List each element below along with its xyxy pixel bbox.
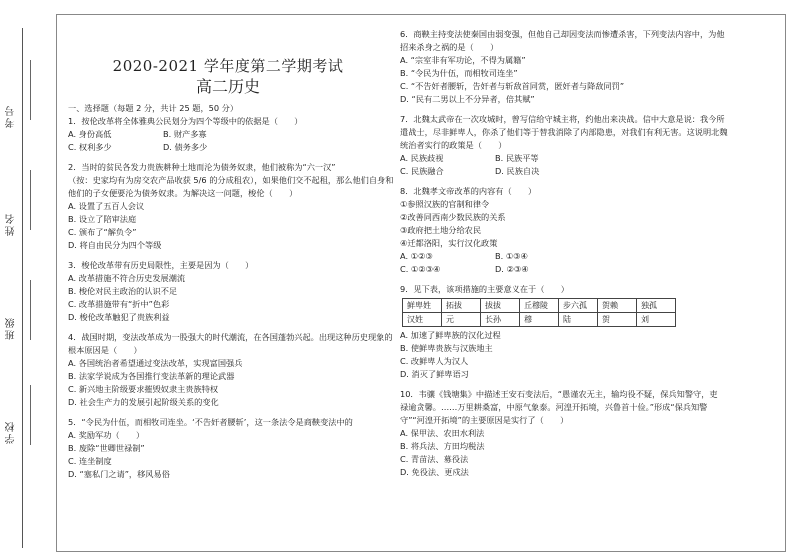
q3-option-d: D. 梭伦改革触犯了贵族利益	[68, 312, 170, 322]
q2-option-b: B. 设立了陪审法庭	[68, 214, 137, 224]
q5-option-d: D. “塞私门之请”，移风易俗	[68, 469, 170, 479]
q7-stem-line2: 遣战士，尽非鲜卑人，你杀了他们等于替我消除了内部隐患，对我们有利无害。这说明北魏	[400, 127, 728, 137]
q9-option-d: D. 消灭了鲜卑语习	[400, 369, 469, 379]
q4-stem-line2: 根本原因是（ ）	[68, 345, 142, 355]
q10-stem-line2: 禄逾贪馨。……万里耕桑富，中原气象泰。河湟开拓境，兴鲁首十俭。”形成“保兵知警	[400, 402, 708, 412]
binding-fold-line	[22, 28, 23, 548]
q8-option-c: C. ①②③④	[400, 264, 441, 274]
school-blank	[30, 385, 31, 445]
q8-option-a: A. ①②③	[400, 251, 433, 261]
q8-item-2: ②改善同西南少数民族的关系	[400, 212, 506, 222]
q6-option-c: C. “不告奸者腰斩，告奸者与斩敌首同赏，匿奸者与降敌同罚”	[400, 81, 625, 91]
name-label: 姓名	[6, 212, 17, 236]
q2-stem-line3: 他们的子女便要沦为债务奴隶。为解决这一问题，梭伦（ ）	[68, 188, 298, 198]
right-column	[400, 28, 778, 479]
q9-surname-table	[402, 298, 676, 327]
q6-option-b: B. “令民为什伍，而相牧司连坐”	[400, 68, 518, 78]
table-row	[403, 313, 676, 327]
q8-item-3: ③政府把土地分给农民	[400, 225, 482, 235]
q2-stem-line1: 2．当时的贫民各发力贵族耕种土地而沦为债务奴隶，他们被称为“六一汉”	[68, 162, 336, 172]
q4-option-d: D. 社会生产力的发展引起阶级关系的变化	[68, 397, 219, 407]
class-label: 班级	[6, 316, 17, 340]
school-label: 学校	[6, 420, 17, 444]
q10-stem-line1: 10．韦骧《钱塘集》中描述王安石变法后，“愚谨农无主，输均役不疑，保兵知警守，吏	[400, 389, 718, 399]
exam-subtitle: 高二历史	[195, 77, 260, 96]
q5-option-a: A. 奖励军功（ ）	[68, 430, 145, 440]
table-cell: 元	[442, 313, 481, 327]
q7-stem-line1: 7．北魏太武帝在一次攻城时，曾写信给守城主将，约他出来决战。信中大意是说：我今所	[400, 114, 725, 124]
table-cell: 步六孤	[559, 299, 598, 313]
q6-option-a: A. “宗室非有军功论，不得为属籍”	[400, 55, 526, 65]
q1-option-d: D. 债务多少	[163, 142, 208, 152]
q9-option-c: C. 改鲜卑人为汉人	[400, 356, 469, 366]
table-cell: 陆	[559, 313, 598, 327]
table-cell: 独孤	[637, 299, 676, 313]
table-cell: 长孙	[481, 313, 520, 327]
q10-option-a: A. 保甲法、农田水利法	[400, 428, 485, 438]
q3-option-b: B. 梭伦对民主政治的认识不足	[68, 286, 178, 296]
table-cell: 汉姓	[403, 313, 442, 327]
q4-stem-line1: 4．战国时期，变法改革成为一股强大的时代潮流，在各国蓬勃兴起。出现这种历史现象的	[68, 332, 393, 342]
exam-number-label: 考号	[6, 104, 17, 128]
left-column	[68, 56, 394, 481]
section-heading: 一、选择题（每题 2 分，共计 25 题，50 分）	[68, 103, 239, 113]
table-cell: 拓拔	[442, 299, 481, 313]
q2-option-a: A. 设置了五百人会议	[68, 201, 145, 211]
q9-option-b: B. 使鲜卑贵族与汉族地主	[400, 343, 493, 353]
q7-option-a: A. 民族歧视	[400, 153, 444, 163]
q4-option-c: C. 新兴地主阶级要求摧毁奴隶主贵族特权	[68, 384, 219, 394]
q1-option-a: A. 身份高低	[68, 129, 112, 139]
q7-option-c: C. 民族融合	[400, 166, 444, 176]
table-cell: 丘穆陵	[520, 299, 559, 313]
q7-option-b: B. 民族平等	[495, 153, 539, 163]
q6-stem-line2: 招来杀身之祸的是（ ）	[400, 42, 499, 52]
table-cell: 刘	[637, 313, 676, 327]
class-blank	[30, 280, 31, 340]
q4-option-b: B. 法家学说成为各国推行变法革新的理论武器	[68, 371, 235, 381]
q5-option-c: C. 连坐制度	[68, 456, 112, 466]
q8-stem: 8．北魏孝文帝改革的内容有（ ）	[400, 186, 537, 196]
q8-item-1: ①参照汉族的官制和律令	[400, 199, 490, 209]
table-row	[403, 299, 676, 313]
q5-stem: 5．“令民为什伍，而相牧司连坐。‘不告奸者腰斩’，这一条法令是商鞅变法中的	[68, 417, 353, 427]
q8-option-b: B. ①③④	[495, 251, 528, 261]
q10-option-c: C. 青苗法、募役法	[400, 454, 469, 464]
table-cell: 拔拔	[481, 299, 520, 313]
q1-option-b: B. 财产多寡	[163, 129, 207, 139]
q6-stem-line1: 6．商鞅主持变法使秦国由弱变强，但他自己却因变法而惨遭杀害，下列变法内容中，为他	[400, 29, 725, 39]
table-cell: 贺赖	[598, 299, 637, 313]
q9-stem: 9．见下表，该项措施的主要意义在于（ ）	[400, 284, 569, 294]
q9-option-a: A. 加速了鲜卑族的汉化过程	[400, 330, 501, 340]
name-blank	[30, 170, 31, 230]
q1-option-c: C. 权利多少	[68, 142, 112, 152]
q3-option-c: C. 改革措施带有“折中”色彩	[68, 299, 170, 309]
q2-stem-line2: （按：史家均有为房交农产品收获 5/6 的分成租农），如果他们交不起租，那么他们自身和	[68, 175, 394, 185]
q7-option-d: D. 民族自决	[495, 166, 540, 176]
binding-strip	[0, 0, 56, 560]
exam-title: 2020-2021 学年度第二学期考试	[112, 57, 344, 75]
exam-number-blank	[30, 60, 31, 120]
q1-stem: 1．按伦改革将全体雅典公民划分为四个等级中的依据是（ ）	[68, 116, 303, 126]
q5-option-b: B. 废除“世卿世禄制”	[68, 443, 145, 453]
q3-stem: 3．梭伦改革带有历史局限性，主要是因为（ ）	[68, 260, 254, 270]
q6-option-d: D. “民有二男以上不分异者，倍其赋”	[400, 94, 535, 104]
q10-stem-line3: 守”“河湟开拓境”的主要原因是实行了（ ）	[400, 415, 569, 425]
q10-option-b: B. 将兵法、方田均税法	[400, 441, 485, 451]
q2-option-c: C. 颁布了“解负令”	[68, 227, 137, 237]
table-cell: 贺	[598, 313, 637, 327]
table-cell: 穆	[520, 313, 559, 327]
q4-option-a: A. 各国统治者希望通过变法改革，实现富国强兵	[68, 358, 243, 368]
q8-item-4: ④迁都洛阳，实行汉化政策	[400, 238, 498, 248]
q7-stem-line3: 统治者实行的政策是（ ）	[400, 140, 507, 150]
q8-option-d: D. ②③④	[495, 264, 529, 274]
q3-option-a: A. 改革措施不符合历史发展潮流	[68, 273, 186, 283]
q2-option-d: D. 将自由民分为四个等级	[68, 240, 162, 250]
table-cell: 鲜卑姓	[403, 299, 442, 313]
q10-option-d: D. 免役法、更戍法	[400, 467, 469, 477]
